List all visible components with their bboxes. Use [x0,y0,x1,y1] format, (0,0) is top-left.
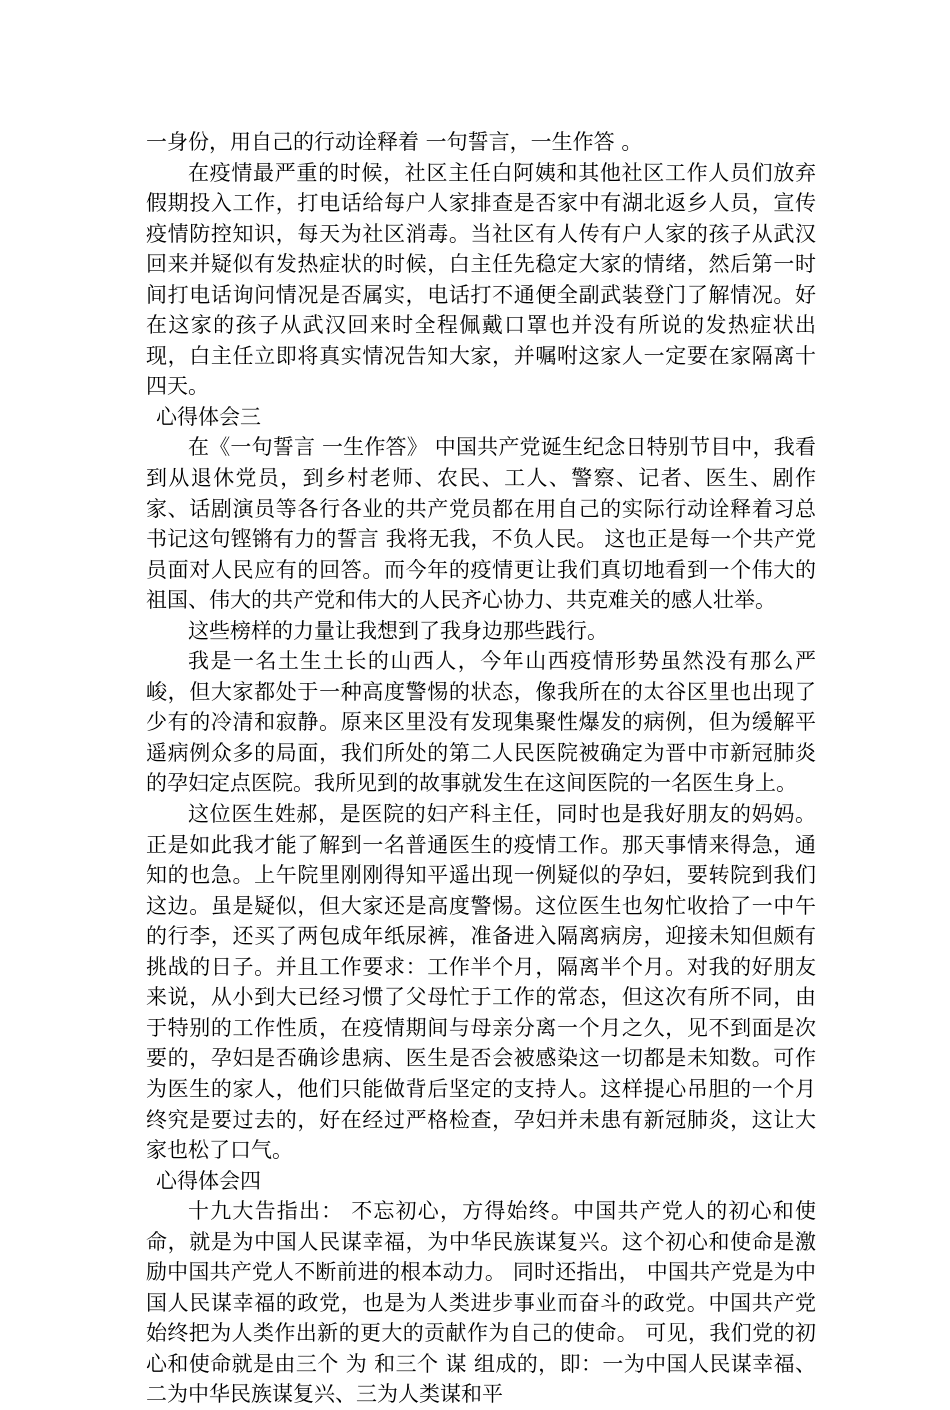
paragraph-special-program: 在《一句誓言 一生作答》 中国共产党诞生纪念日特别节目中，我看到从退休党员，到乡村老师、农民、工人、警察、记者、医生、剧作家、话剧演员等各行各业的共产党员都在用自己的实际行动诠释着习总书记这句铿锵有力的誓言 我将无我，不负人民。 这也正是每一个共产党员面对人民应有的回答。而今年的疫情更让我们真切地看到一个伟大的祖国、伟大的共产党和伟大的人民齐心协力、共克难关的感人壮举。 [146,435,816,613]
paragraph-continuation: 一身份，用自己的行动诠释着 一句誓言，一生作答 。 [146,130,643,154]
section-heading-three: 心得体会三 [156,404,261,429]
paragraph-community-director: 在疫情最严重的时候，社区主任白阿姨和其他社区工作人员们放弃假期投入工作，打电话给每户人家排查是否家中有湖北返乡人员，宣传疫情防控知识，每天为社区消毒。当社区有人传有户人家的孩子从武汉回来并疑似有发热症状的时候，白主任先稳定大家的情绪，然后第一时间打电话询问情况是否属实，电话打不通便全副武装登门了解情况。好在这家的孩子从武汉回来时全程佩戴口罩也并没有所说的发热症状出现，白主任立即将真实情况告知大家，并嘱咐这家人一定要在家隔离十四天。 [146,160,816,399]
paragraph-original-aspiration: 十九大告指出： 不忘初心，方得始终。中国共产党人的初心和使命，就是为中国人民谋幸福，为中华民族谋复兴。这个初心和使命是激励中国共产党人不断前进的根本动力。 同时还指出， 中国共产党是为中国人民谋幸福的政党，也是为人类进步事业而奋斗的政党。中国共产党始终把为人类作出新的更大的贡献作为自己的使命。 可见，我们党的初心和使命就是由三个 为 和三个 谋 组成的，即：一为中国人民谋幸福、二为中华民族谋复兴、三为人类谋和平 [146,1199,816,1407]
paragraph-doctor: 这位医生姓郝，是医院的妇产科主任，同时也是我好朋友的妈妈。正是如此我才能了解到一名普通医生的疫情工作。那天事情来得急，通知的也急。上午院里刚刚得知平遥出现一例疑似的孕妇，要转院到我们这边。虽是疑似，但大家还是高度警惕。这位医生也匆忙收拾了一中午的行李，还买了两包成年纸尿裤，准备进入隔离病房，迎接未知但颇有挑战的日子。并且工作要求：工作半个月，隔离半个月。对我的好朋友来说，从小到大已经习惯了父母忙于工作的常态，但这次有所不同，由于特别的工作性质，在疫情期间与母亲分离一个月之久，见不到面是次要的，孕妇是否确诊患病、医生是否会被感染这一切都是未知数。可作为医生的家人，他们只能做背后坚定的支持人。这样提心吊胆的一个月终究是要过去的，好在经过严格检查，孕妇并未患有新冠肺炎，这让大家也松了口气。 [146,802,816,1163]
section-heading-four: 心得体会四 [156,1168,261,1193]
document-body [146,127,816,1410]
paragraph-shanxi: 我是一名土生土长的山西人，今年山西疫情形势虽然没有那么严峻，但大家都处于一种高度警惕的状态，像我所在的太谷区里也出现了少有的冷清和寂静。原来区里没有发现集聚性爆发的病例，但为缓解平遥病例众多的局面，我们所处的第二人民医院被确定为晋中市新冠肺炎的孕妇定点医院。我所见到的故事就发生在这间医院的一名医生身上。 [146,649,816,796]
paragraph-role-models: 这些榜样的力量让我想到了我身边那些践行。 [188,618,608,643]
